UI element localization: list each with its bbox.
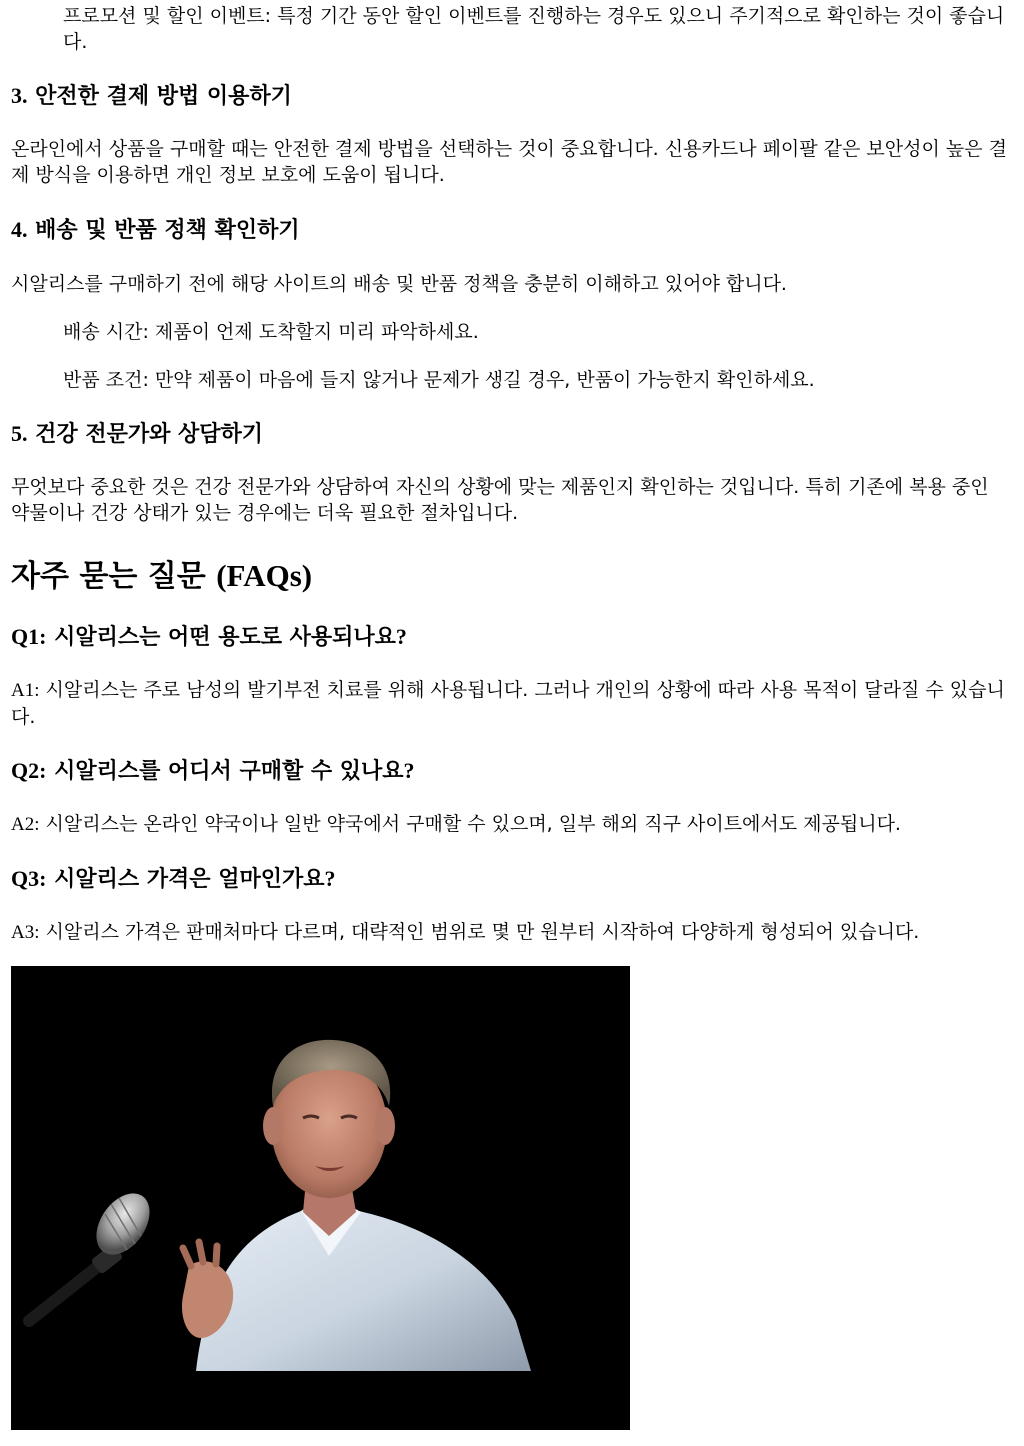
- video-thumbnail-image: [11, 966, 630, 1430]
- question-label: Q3:: [11, 866, 47, 891]
- question-text: 시알리스는 어떤 용도로 사용되나요: [54, 625, 396, 650]
- faq-title-ko: 자주 묻는 질문: [11, 559, 206, 594]
- section-5-title: 건강 전문가와 상담하기: [35, 422, 264, 447]
- question-label: Q1:: [11, 624, 47, 649]
- section-4-title: 배송 및 반품 정책 확인하기: [35, 218, 300, 243]
- section-5-body: 무엇보다 중요한 것은 건강 전문가와 상담하여 자신의 상황에 맞는 제품인지 확인하는 것입니다. 특히 기존에 복용 중인 약물이나 건강 상태가 있는 경우에는 더욱 필요한 절차입니다.: [11, 476, 989, 524]
- embedded-video[interactable]: [11, 966, 630, 1430]
- presenter-left-ear: [263, 1107, 283, 1145]
- question-text: 시알리스 가격은 얼마인가요: [54, 867, 325, 892]
- faq-answer-1: [11, 677, 1011, 730]
- faq-question-2: [11, 757, 415, 786]
- answer-label: A2:: [11, 814, 40, 835]
- question-text: 시알리스를 어디서 구매할 수 있나요: [54, 759, 404, 784]
- promo-list-item: 프로모션 및 할인 이벤트: 특정 기간 동안 할인 이벤트를 진행하는 경우도 있으니 주기적으로 확인하는 것이 좋습니다.: [63, 5, 1005, 53]
- section-3-body: 온라인에서 상품을 구매할 때는 안전한 결제 방법을 선택하는 것이 중요합니다. 신용카드나 페이팔 같은 보안성이 높은 결제 방식을 이용하면 개인 정보 보호에 도움이 됩니다.: [11, 138, 1007, 186]
- list-item: 반품 조건: 만약 제품이 마음에 들지 않거나 문제가 생길 경우, 반품이 가능한지 확인하세요.: [63, 369, 815, 391]
- section-4-number: 4.: [11, 217, 28, 242]
- faq-title-en: (FAQs): [216, 558, 313, 593]
- section-4-heading: [11, 216, 300, 245]
- question-mark: ?: [395, 624, 407, 649]
- answer-text: 시알리스는 온라인 약국이나 일반 약국에서 구매할 수 있으며, 일부 해외 직구 사이트에서도 제공됩니다.: [45, 813, 901, 835]
- answer-label: A1:: [11, 680, 40, 701]
- list-item: 배송 시간: 제품이 언제 도착할지 미리 파악하세요.: [63, 321, 479, 343]
- answer-label: A3:: [11, 922, 40, 943]
- faq-answer-2: [11, 811, 1011, 838]
- section-4-body: 시알리스를 구매하기 전에 해당 사이트의 배송 및 반품 정책을 충분히 이해하고 있어야 합니다.: [11, 273, 787, 295]
- section-5-heading: [11, 420, 263, 449]
- faq-heading: [11, 558, 312, 595]
- answer-text: 시알리스는 주로 남성의 발기부전 치료를 위해 사용됩니다. 그러나 개인의 상황에 따라 사용 목적이 달라질 수 있습니다.: [11, 679, 1005, 728]
- presenter-right-ear: [375, 1107, 395, 1145]
- faq-question-1: [11, 623, 407, 652]
- faq-question-3: [11, 865, 335, 894]
- section-5-number: 5.: [11, 421, 28, 446]
- faq-answer-3: [11, 919, 1011, 946]
- section-3-heading: [11, 82, 292, 111]
- question-mark: ?: [403, 758, 415, 783]
- question-label: Q2:: [11, 758, 47, 783]
- question-mark: ?: [324, 866, 336, 891]
- answer-text: 시알리스 가격은 판매처마다 다르며, 대략적인 범위로 몇 만 원부터 시작하여 다양하게 형성되어 있습니다.: [45, 921, 920, 943]
- section-3-number: 3.: [11, 83, 28, 108]
- section-3-title: 안전한 결제 방법 이용하기: [35, 84, 292, 109]
